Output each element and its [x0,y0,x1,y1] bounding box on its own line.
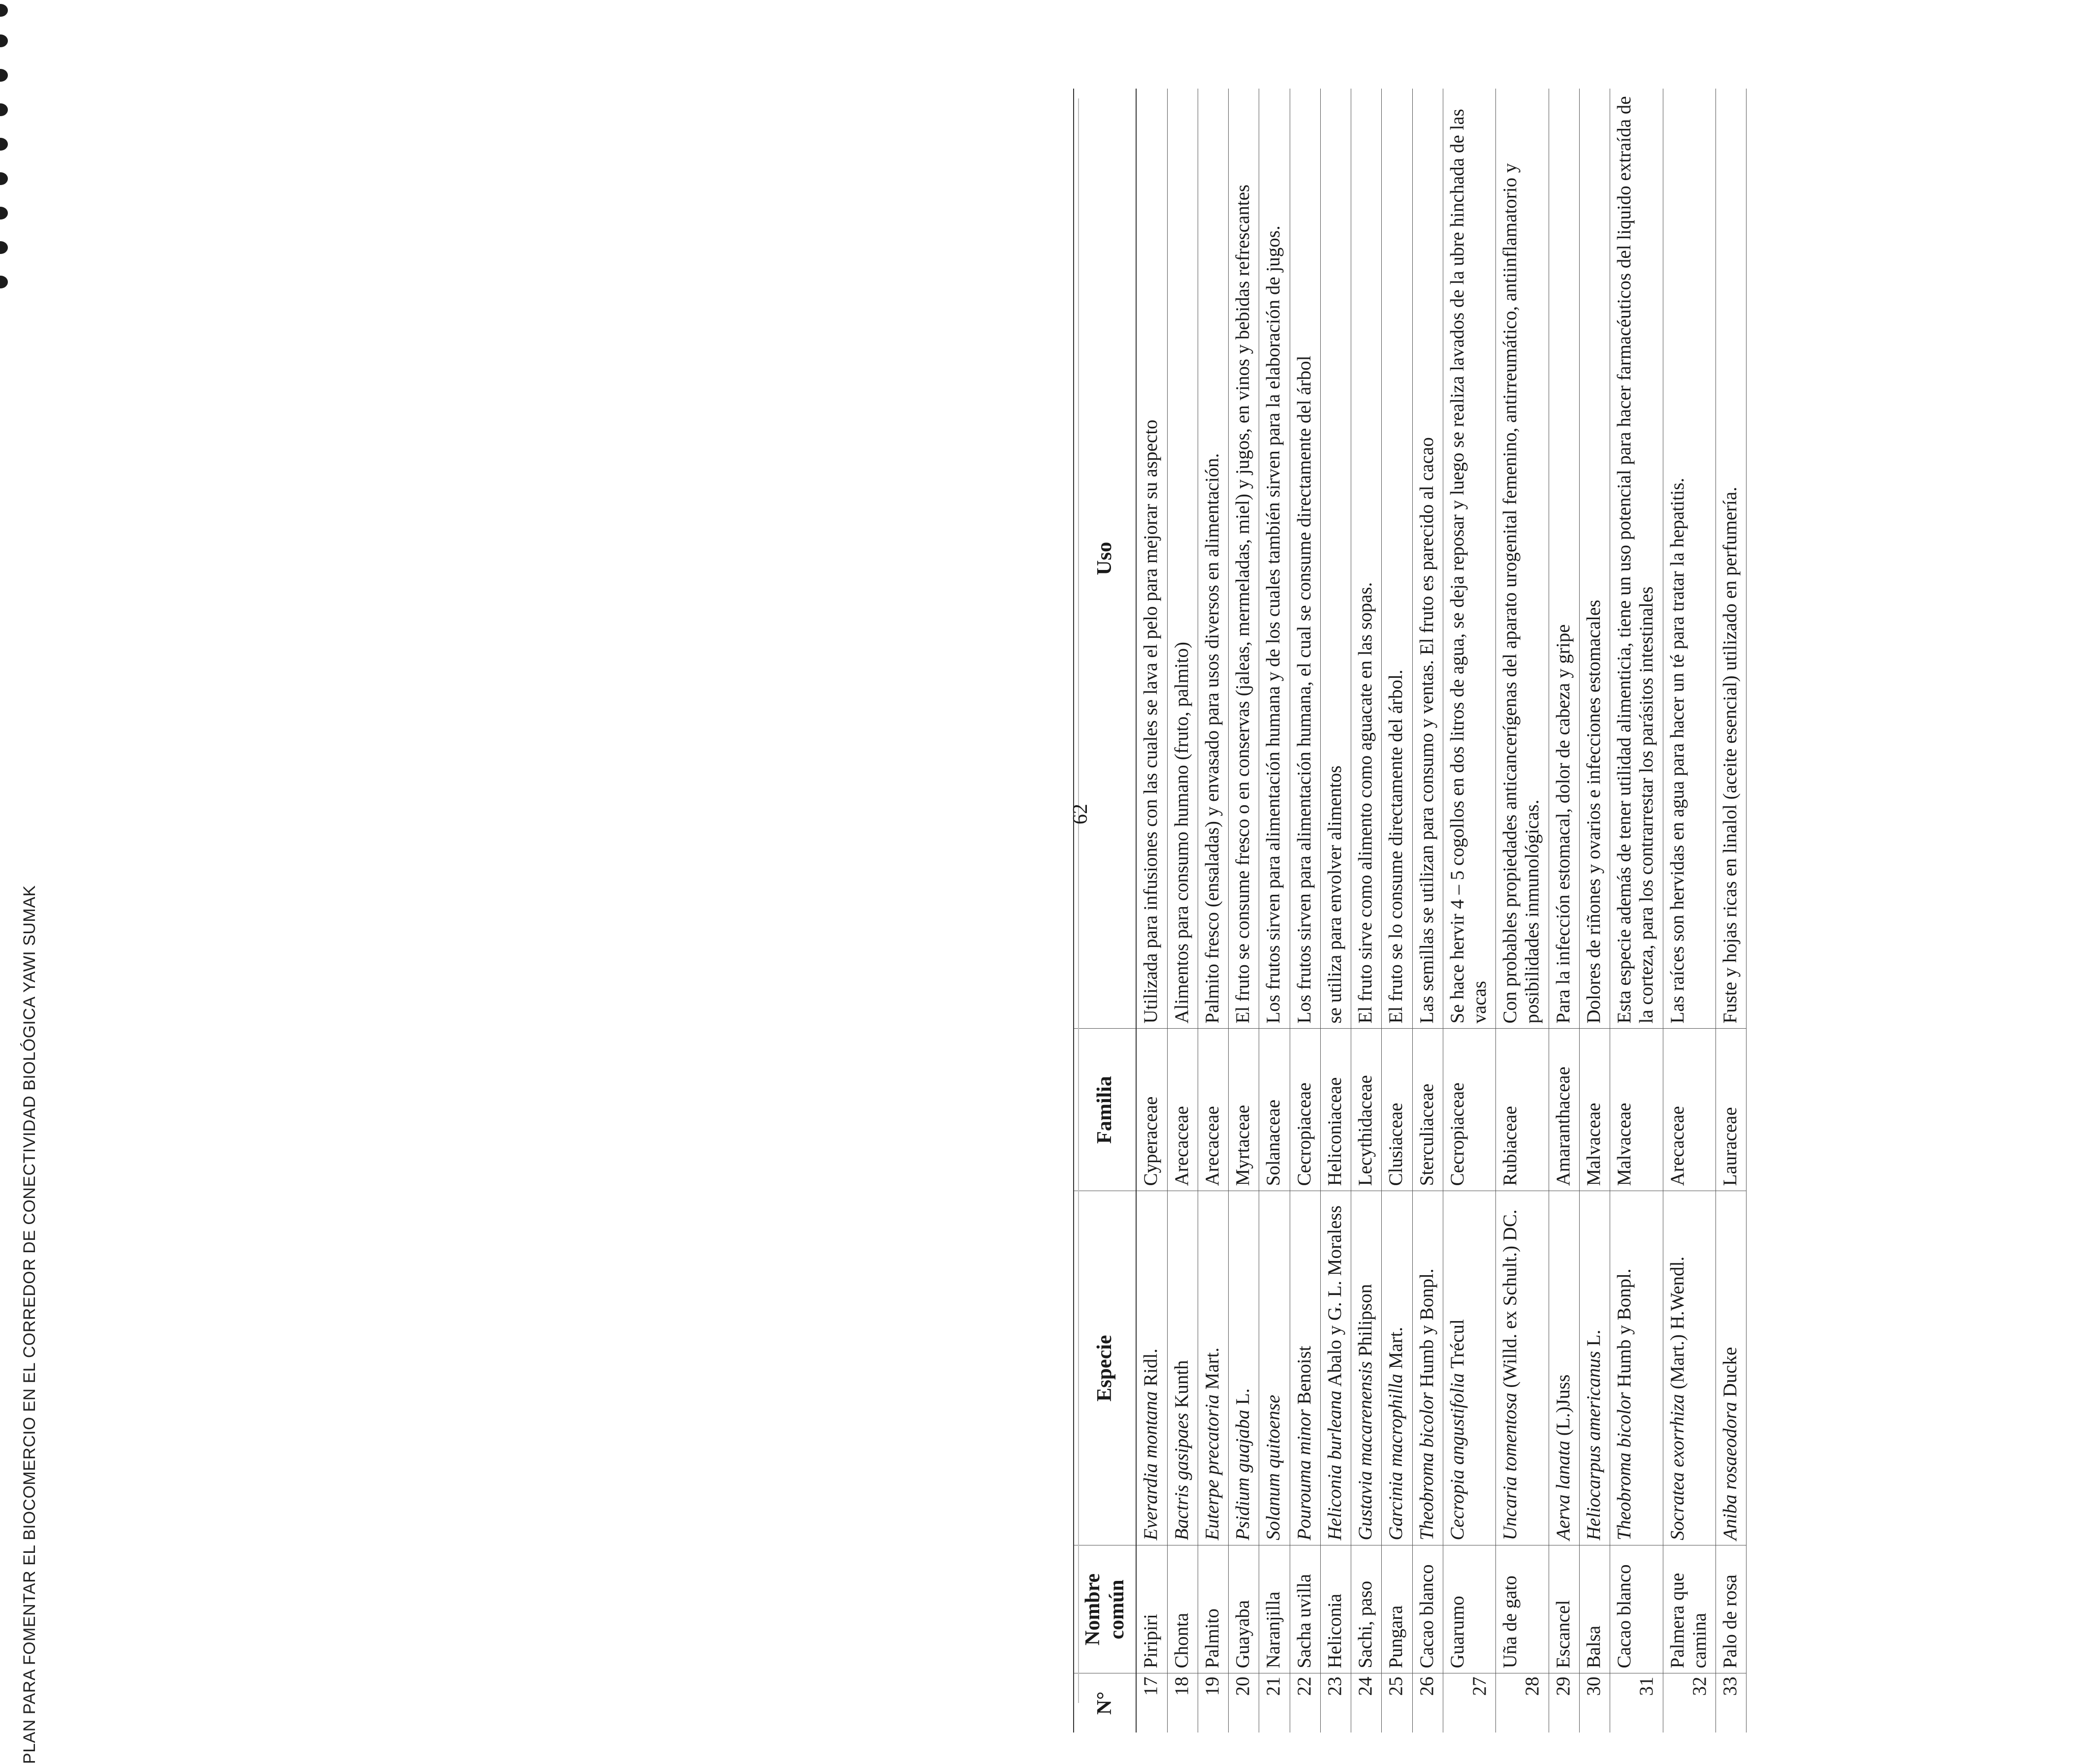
species-author: Humb y Bonpl. [1614,1268,1635,1387]
row-number: 20 [1229,1673,1259,1732]
table-row [1663,89,1716,1732]
species-author: Abalo y G. L. Moraless [1324,1205,1345,1387]
common-name: Pungara [1382,1545,1412,1673]
species-name [1663,1191,1716,1545]
species-binomial: Theobroma bicolor [1614,1392,1635,1541]
row-number: 29 [1549,1673,1579,1732]
table-row [1443,89,1495,1732]
header-num: N° [1074,1673,1136,1732]
common-name: Cacao blanco [1412,1545,1443,1673]
header-use: Uso [1074,89,1136,1029]
table-row [1136,89,1167,1732]
page-header [15,0,44,1764]
family-name: Arecaceae [1167,1029,1198,1191]
use-description: El fruto se consume fresco o en conservas (jaleas, mermeladas, miel) y jugos, en vinos y bebidas refrescantes [1229,89,1259,1029]
species-name [1198,1191,1228,1545]
species-binomial: Gustavia macarenensis [1355,1361,1376,1541]
table-row [1351,89,1382,1732]
species-binomial: Cecropia angustifolia [1446,1373,1468,1541]
family-name: Arecaceae [1198,1029,1228,1191]
use-description: Con probables propiedades anticancerígenas del aparato urogenital femenino, antirreumático, antiinflamatorio y posibilidades inmunológicas. [1496,89,1549,1029]
family-name: Cyperaceae [1136,1029,1167,1191]
common-name: Piripiri [1136,1545,1167,1673]
row-number: 18 [1167,1673,1198,1732]
species-binomial: Uncaria tomentosa [1499,1392,1521,1541]
species-name [1167,1191,1198,1545]
family-name: Rubiaceae [1496,1029,1549,1191]
species-binomial: Everardia montana [1140,1391,1162,1541]
species-author: (Mart.) H.Wendl. [1666,1256,1688,1389]
page-number: 62 [1069,804,1092,824]
species-author: L. [1583,1329,1604,1347]
common-name: Guayaba [1229,1545,1259,1673]
common-name: Sacha uvilla [1290,1545,1320,1673]
family-name: Malvaceae [1610,1029,1663,1191]
species-name [1579,1191,1610,1545]
table-row [1320,89,1351,1732]
common-name: Palmito [1198,1545,1228,1673]
species-author: Trécul [1446,1319,1468,1369]
family-name: Amaranthaceae [1549,1029,1579,1191]
species-binomial: Pourouma minor [1293,1409,1315,1541]
species-binomial: Heliconia burleana [1324,1390,1345,1541]
header-title: PLAN PARA FOMENTAR EL BIOCOMERCIO EN EL CORREDOR DE CONECTIVIDAD BIOLÓGICA YAWI SUMAK [20,885,39,1764]
rotated-content [1073,89,2097,1732]
family-name: Myrtaceae [1229,1029,1259,1191]
species-binomial: Psidium guajaba [1232,1410,1254,1541]
table-row [1610,89,1663,1732]
species-binomial: Aerva lanata [1552,1440,1574,1541]
common-name: Cacao blanco [1610,1545,1663,1673]
use-description: Alimentos para consumo humano (fruto, palmito) [1167,89,1198,1029]
header-family: Familia [1074,1029,1136,1191]
species-binomial: Euterpe precatoria [1201,1394,1223,1541]
row-number: 26 [1412,1673,1443,1732]
species-author: Mart. [1385,1326,1407,1369]
common-name: Guarumo [1443,1545,1495,1673]
family-name: Solanaceae [1259,1029,1290,1191]
use-description: Esta especie además de tener utilidad alimenticia, tiene un uso potencial para hacer farmacéuticos del liquido extraída de la corteza, para los contrarrestar los parásitos intestinales [1610,89,1663,1029]
species-name [1136,1191,1167,1545]
family-name: Cecropiaceae [1443,1029,1495,1191]
use-description: Los frutos sirven para alimentación humana, el cual se consume directamente del árbol [1290,89,1320,1029]
species-author: Philipson [1355,1284,1376,1357]
common-name: Naranjilla [1259,1545,1290,1673]
row-number: 19 [1198,1673,1228,1732]
species-table [1073,89,1747,1732]
common-name: Chonta [1167,1545,1198,1673]
page-edge-shadow [1078,98,1079,1703]
species-author: Ridl. [1140,1348,1162,1386]
row-number: 25 [1382,1673,1412,1732]
species-binomial: Heliocarpus americanus [1583,1351,1604,1541]
use-description: se utiliza para envolver alimentos [1320,89,1351,1029]
species-name [1549,1191,1579,1545]
common-name: Escancel [1549,1545,1579,1673]
table-row [1716,89,1747,1732]
table-row [1229,89,1259,1732]
use-description: Las raíces son hervidas en agua para hacer un té para tratar la hepatitis. [1663,89,1716,1029]
species-binomial: Theobroma bicolor [1416,1392,1437,1541]
row-number: 33 [1716,1673,1747,1732]
species-name [1610,1191,1663,1545]
use-description: Dolores de riñones y ovarios e infecciones estomacales [1579,89,1610,1029]
common-name: Palmera que camina [1663,1545,1716,1673]
species-author: L. [1232,1388,1254,1405]
table-row [1412,89,1443,1732]
species-binomial: Socratea exorrhiza [1666,1394,1688,1541]
common-name: Palo de rosa [1716,1545,1747,1673]
species-name [1382,1191,1412,1545]
family-name: Lauraceae [1716,1029,1747,1191]
species-author: Mart. [1201,1347,1223,1390]
species-binomial: Bactris gasipaes [1171,1413,1192,1541]
header-species: Especie [1074,1191,1136,1545]
row-number: 28 [1496,1673,1549,1732]
row-number: 30 [1579,1673,1610,1732]
family-name: Sterculiaceae [1412,1029,1443,1191]
table-row [1579,89,1610,1732]
table-header-row [1074,89,1136,1732]
family-name: Heliconiaceae [1320,1029,1351,1191]
family-name: Malvaceae [1579,1029,1610,1191]
use-description: Para la infección estomacal, dolor de cabeza y gripe [1549,89,1579,1029]
species-name [1496,1191,1549,1545]
table-row [1290,89,1320,1732]
row-number: 23 [1320,1673,1351,1732]
use-description: Los frutos sirven para alimentación humana y de los cuales también sirven para la elaboración de jugos. [1259,89,1290,1029]
use-description: El fruto se lo consume directamente del árbol. [1382,89,1412,1029]
species-author: Humb y Bonpl. [1416,1268,1437,1387]
family-name: Cecropiaceae [1290,1029,1320,1191]
common-name: Uña de gato [1496,1545,1549,1673]
use-description: Fuste y hojas ricas en linalol (aceite esencial) utilizado en perfumería. [1716,89,1747,1029]
species-binomial: Aniba rosaeodora [1719,1402,1741,1541]
binding-holes [0,0,13,345]
species-name [1259,1191,1290,1545]
table-body [1136,89,1746,1732]
row-number: 21 [1259,1673,1290,1732]
common-name: Sachi, paso [1351,1545,1382,1673]
species-author: Kunth [1171,1360,1192,1408]
species-binomial: Solanum quitoense [1263,1394,1284,1541]
header-common-name: Nombre común [1074,1545,1136,1673]
table-row [1549,89,1579,1732]
row-number: 24 [1351,1673,1382,1732]
species-name [1290,1191,1320,1545]
species-name [1229,1191,1259,1545]
species-author: (L.)Juss [1552,1374,1574,1436]
family-name: Lecythidaceae [1351,1029,1382,1191]
use-description: Las semillas se utilizan para consumo y ventas. El fruto es parecido al cacao [1412,89,1443,1029]
species-author: (Willd. ex Schult.) DC. [1499,1209,1521,1388]
use-description: Palmito fresco (ensaladas) y envasado para usos diversos en alimentación. [1198,89,1228,1029]
species-author: Benoist [1293,1346,1315,1405]
use-description: Se hace hervir 4 – 5 cogollos en dos litros de agua, se deja reposar y luego se realiza lavados de la ubre hinchada de las vacas [1443,89,1495,1029]
species-name [1443,1191,1495,1545]
table-row [1382,89,1412,1732]
species-name [1320,1191,1351,1545]
row-number: 22 [1290,1673,1320,1732]
use-description: Utilizada para infusiones con las cuales se lava el pelo para mejorar su aspecto [1136,89,1167,1029]
family-name: Arecaceae [1663,1029,1716,1191]
species-name [1716,1191,1747,1545]
table-row [1198,89,1228,1732]
common-name: Heliconia [1320,1545,1351,1673]
species-name [1351,1191,1382,1545]
species-binomial: Garcinia macrophilla [1385,1374,1407,1541]
table-row [1496,89,1549,1732]
common-name: Balsa [1579,1545,1610,1673]
table-row [1259,89,1290,1732]
species-name [1412,1191,1443,1545]
row-number: 32 [1663,1673,1716,1732]
family-name: Clusiaceae [1382,1029,1412,1191]
row-number: 17 [1136,1673,1167,1732]
row-number: 31 [1610,1673,1663,1732]
species-author: Ducke [1719,1347,1741,1397]
row-number: 27 [1443,1673,1495,1732]
table-row [1167,89,1198,1732]
use-description: El fruto sirve como alimento como aguacate en las sopas. [1351,89,1382,1029]
